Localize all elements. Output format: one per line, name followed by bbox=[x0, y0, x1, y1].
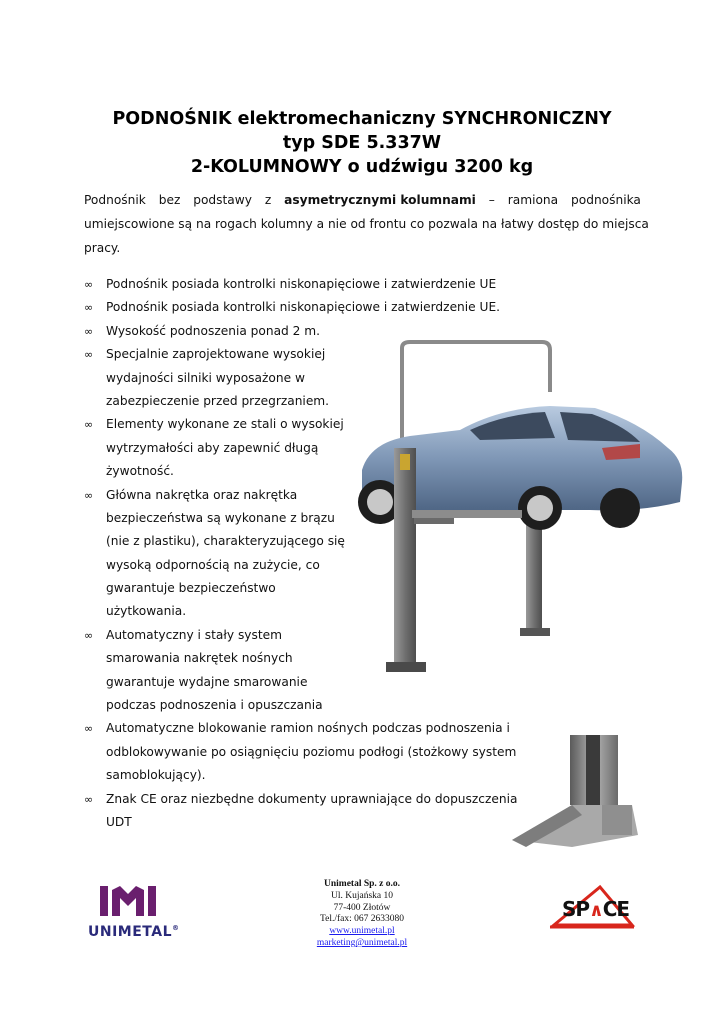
bullet-icon: ∞ bbox=[84, 348, 94, 362]
list-item-text: gwarantuje wydajne smarowanie bbox=[106, 674, 308, 689]
column-closeup-photo bbox=[512, 735, 642, 850]
list-item-text: Specjalnie zaprojektowane wysokiej bbox=[106, 347, 326, 362]
list-item-text: wydajności silniki wyposażone w bbox=[106, 370, 305, 385]
list-item-text: smarowania nakrętek nośnych bbox=[106, 651, 293, 666]
list-item-text: Elementy wykonane ze stali o wysokiej bbox=[106, 417, 344, 432]
list-item-text: Automatyczne blokowanie ramion nośnych podczas podnoszenia i bbox=[106, 721, 510, 736]
bullet-icon: ∞ bbox=[84, 488, 94, 502]
bullet-icon: ∞ bbox=[84, 418, 94, 432]
title-line-1: PODNOŚNIK elektromechaniczny SYNCHRONICZNY bbox=[112, 109, 612, 129]
space-text-a: SP bbox=[562, 897, 590, 921]
list-item-text: UDT bbox=[106, 814, 132, 829]
title-line-2: typ SDE 5.337W bbox=[282, 133, 442, 153]
company-street: Ul. Kujańska 10 bbox=[330, 890, 393, 901]
email-link[interactable]: marketing@unimetal.pl bbox=[316, 937, 408, 948]
unimetal-text: UNIMETAL bbox=[88, 924, 173, 940]
intro-word: bez bbox=[158, 193, 181, 207]
space-text-b: CE bbox=[602, 897, 630, 921]
intro-word: ramiona bbox=[507, 193, 559, 207]
intro-line-3: pracy. bbox=[84, 241, 121, 255]
list-item-text: zabezpieczenie przed przegrzaniem. bbox=[106, 393, 330, 408]
list-item-text: odblokowywanie po osiągnięciu poziomu podłogi (stożkowy system bbox=[106, 744, 517, 759]
registered-mark: ® bbox=[172, 924, 180, 932]
bullet-icon: ∞ bbox=[84, 722, 94, 736]
list-item-text: podczas podnoszenia i opuszczania bbox=[106, 698, 323, 713]
bullet-icon: ∞ bbox=[84, 324, 94, 338]
list-item-text: Znak CE oraz niezbędne dokumenty uprawniające do dopuszczenia bbox=[106, 791, 518, 806]
intro-word: z bbox=[264, 193, 272, 207]
unimetal-logo bbox=[88, 880, 188, 942]
list-item-text: Podnośnik posiada kontrolki niskonapięciowe i zatwierdzenie UE bbox=[106, 277, 497, 291]
bullet-icon: ∞ bbox=[84, 792, 94, 806]
list-item-text: Główna nakrętka oraz nakrętka bbox=[106, 487, 298, 502]
company-name: Unimetal Sp. z o.o. bbox=[324, 879, 400, 889]
list-item-text: wysoką odpornością na zużycie, co bbox=[106, 557, 320, 572]
title-line-3: 2-KOLUMNOWY o udźwigu 3200 kg bbox=[190, 157, 534, 177]
space-logo bbox=[548, 883, 638, 933]
footer-contact bbox=[262, 879, 462, 950]
bullet-icon: ∞ bbox=[84, 301, 94, 315]
intro-bold-phrase: asymetrycznymi kolumnami bbox=[284, 193, 476, 207]
intro-line-1 bbox=[84, 188, 641, 212]
list-item-text: wytrzymałości aby zapewnić długą bbox=[106, 440, 319, 455]
intro-line-2: umiejscowione są na rogach kolumny a nie od frontu co pozwala na łatwy dostęp do miejsca bbox=[84, 217, 649, 231]
intro-word: podnośnika bbox=[571, 193, 641, 207]
space-wordmark: SP∧CE bbox=[562, 897, 630, 921]
list-item-text: Automatyczny i stały system bbox=[106, 627, 283, 642]
intro-word: Podnośnik bbox=[84, 193, 146, 207]
bullet-icon: ∞ bbox=[84, 628, 94, 642]
intro-word: podstawy bbox=[193, 193, 252, 207]
unimetal-logo-mark bbox=[88, 880, 188, 924]
list-item-text: żywotność. bbox=[106, 464, 174, 479]
unimetal-wordmark bbox=[88, 924, 180, 940]
list-item-text: Podnośnik posiada kontrolki niskonapięciowe i zatwierdzenie UE. bbox=[106, 300, 501, 315]
intro-word: – bbox=[488, 193, 495, 207]
car-lift-photo bbox=[340, 330, 690, 685]
bullet-icon: ∞ bbox=[84, 278, 94, 291]
company-city: 77-400 Złotów bbox=[333, 902, 391, 913]
list-item-text: Wysokość podnoszenia ponad 2 m. bbox=[106, 323, 321, 338]
website-link[interactable]: www.unimetal.pl bbox=[329, 926, 395, 937]
list-item-text: gwarantuje bezpieczeństwo bbox=[106, 581, 276, 596]
document-title bbox=[0, 107, 724, 179]
intro-paragraph bbox=[84, 188, 649, 260]
list-item-text: użytkowania. bbox=[106, 604, 187, 619]
list-item-text: samoblokujący). bbox=[106, 768, 206, 783]
list-item-text: bezpieczeństwa są wykonane z brązu bbox=[106, 510, 335, 525]
company-phone: Tel./fax: 067 2633080 bbox=[319, 914, 405, 925]
list-item-text: (nie z plastiku), charakteryzującego się bbox=[106, 534, 345, 549]
